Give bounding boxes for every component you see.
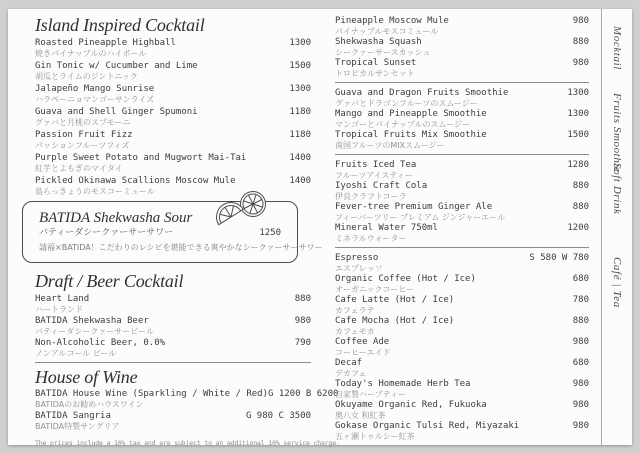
menu-item-price: 980 [572, 337, 589, 347]
menu-item-price: S 580 W 780 [529, 253, 589, 263]
menu-item-price: 780 [572, 295, 589, 305]
menu-item-name-jp: パイナップルモスコミュール [335, 27, 439, 36]
menu-item-name-jp: マンゴーとパイナップルのスムージー [335, 120, 470, 129]
menu-item-price: 680 [572, 358, 589, 368]
citrus-slices-illustration [211, 185, 273, 235]
section-heading-house-of-wine: House of Wine [35, 367, 138, 387]
menu-item [335, 379, 589, 400]
menu-item-name-jp: カフェモカ [335, 327, 375, 336]
menu-item [35, 338, 311, 360]
menu-item-text [335, 88, 508, 109]
menu-item-text [35, 38, 176, 59]
menu-item [35, 316, 311, 338]
menu-item-name-jp: 南国フルーツのMIXスムージー [335, 141, 445, 150]
menu-item-text [335, 274, 476, 295]
menu-item [335, 295, 589, 316]
section-heading-island-inspired-cocktail: Island Inspired Cocktail [35, 15, 205, 35]
menu-item-name-jp: 焼きパイナップルのハイボール [35, 49, 147, 58]
menu-item-text [335, 37, 430, 58]
menu-item-text [335, 58, 416, 79]
menu-item-name-jp: バティーダシークァーサービール [35, 327, 154, 336]
menu-item-name-jp: グァバとドラゴンフルーツのスムージー [335, 99, 478, 108]
section-divider [35, 362, 311, 363]
menu-item-price: 980 [572, 421, 589, 431]
menu-item-price: 1400 [289, 153, 311, 163]
menu-item-text [335, 181, 427, 202]
menu-item [335, 16, 589, 37]
menu-item-name-en: Iyoshi Craft Cola [335, 181, 428, 191]
menu-item-name-en: Heart Land [35, 294, 90, 304]
menu-item-text [335, 253, 383, 274]
menu-item-price: 980 [572, 16, 589, 26]
menu-item-text [335, 109, 487, 130]
menu-item [335, 400, 589, 421]
menu-item-text [335, 130, 487, 151]
menu-item-price: 790 [294, 338, 311, 348]
menu-item-name-jp: ノンアルコール ビール [35, 349, 117, 358]
right-column [335, 16, 589, 442]
menu-item-text [335, 337, 391, 358]
menu-item-name-jp: 紅芋とよもぎのマイタイ [35, 164, 123, 173]
menu-item-name-en: Jalapeño Mango Sunrise [35, 84, 155, 94]
menu-item [35, 389, 339, 411]
menu-item-name-jp: パッションフルーツフィズ [35, 141, 130, 150]
menu-item-name-en: Guava and Dragon Fruits Smoothie [335, 88, 509, 98]
menu-item-name-jp: 五ヶ瀬トゥルシー紅茶 [335, 432, 415, 441]
menu-item [35, 411, 311, 433]
menu-item-text [35, 316, 154, 337]
category-label-strip [608, 9, 634, 445]
menu-item-name-en: Gokase Organic Tulsi Red, Miyazaki [335, 421, 520, 431]
menu-item-name-jp: コーヒーエイド [335, 348, 391, 357]
section-divider [335, 247, 589, 248]
menu-item-name-jp: フルーツアイスティー [335, 171, 413, 180]
menu-item-name-jp: オーガニックコーヒー [335, 285, 415, 294]
menu-item-name-jp: デカフェ [335, 369, 367, 378]
menu-item [335, 337, 589, 358]
menu-item [335, 37, 589, 58]
menu-item-text [335, 400, 487, 421]
menu-item [35, 61, 311, 84]
menu-item [335, 358, 589, 379]
menu-item-name-en: Mineral Water 750ml [335, 223, 438, 233]
menu-item-text [35, 107, 198, 128]
section-divider [335, 82, 589, 83]
menu-item-price: 1280 [567, 160, 589, 170]
menu-item-name-en: Gin Tonic w/ Cucumber and Lime [35, 61, 198, 71]
menu-page [8, 9, 632, 445]
menu-item-price: 880 [572, 37, 589, 47]
menu-item-name-en: Tropical Sunset [335, 58, 417, 68]
menu-item-name-en: Tropical Fruits Mix Smoothie [335, 130, 487, 140]
margin-divider-line [601, 9, 602, 445]
menu-item [335, 181, 589, 202]
menu-item-text [35, 176, 235, 197]
menu-item-text [335, 295, 454, 316]
menu-item-name-jp: BATIDA特製サングリア [35, 422, 120, 431]
menu-item-name-jp: 胡瓜とライムのジントニック [35, 72, 138, 81]
menu-item-name-jp: ハートランド [35, 305, 83, 314]
left-column [35, 15, 340, 447]
menu-item-name-en: BATIDA House Wine (Sparkling / White / Red) [35, 389, 268, 399]
menu-item-price: G 980 C 3500 [245, 411, 311, 421]
menu-item-name-en: Decaf [335, 358, 363, 368]
menu-item-name-jp: 伊良クラフトコーラ [335, 192, 407, 201]
menu-item-price: 1300 [289, 38, 311, 48]
menu-item-price: 680 [572, 274, 589, 284]
menu-item-price: 980 [572, 58, 589, 68]
menu-item-price: 1400 [289, 176, 311, 186]
menu-item-name-en: Shekwasha Squash [335, 37, 422, 47]
menu-item [335, 274, 589, 295]
menu-item-name-en: Guava and Shell Ginger Spumoni [35, 107, 198, 117]
menu-item-price: 880 [572, 316, 589, 326]
menu-item-name-jp: トロピカルサンセット [335, 69, 415, 78]
menu-item-name-jp: 奥八女 和紅茶 [335, 411, 386, 420]
menu-item-name-jp: エスプレッソ [335, 264, 383, 273]
menu-item-name-en: Pineapple Moscow Mule [335, 16, 449, 26]
wine-items [35, 389, 339, 433]
menu-item-text [335, 358, 366, 379]
section-divider [335, 154, 589, 155]
menu-item-name-en: Pickled Okinawa Scallions Moscow Mule [35, 176, 236, 186]
featured-item-name-jp: バティーダシークァーサーサワー [39, 228, 174, 238]
section-heading-draft-beer-cocktail: Draft / Beer Cocktail [35, 271, 184, 291]
menu-item-text [335, 421, 519, 442]
menu-item [335, 88, 589, 109]
category-label-cafe-tea: Café | Tea [611, 257, 623, 308]
menu-item-price: 1500 [567, 130, 589, 140]
menu-item-text [35, 338, 165, 359]
menu-item-name-en: BATIDA Sangria [35, 411, 111, 421]
category-label-fruits-smoothie: Fruits Smoothie [611, 93, 623, 173]
menu-item-name-en: Today's Homemade Herb Tea [335, 379, 471, 389]
featured-item-description: 請福×BATIDA！こだわりのレシピを堪能できる爽やかなシークァーサーサワー [39, 243, 323, 252]
featured-item-title: BATIDA Shekwasha Sour [39, 210, 193, 226]
menu-item-price: G 1200 B 6200 [268, 389, 339, 399]
menu-item-text [35, 389, 268, 410]
menu-item [335, 202, 589, 223]
menu-item-price: 1300 [567, 109, 589, 119]
category-label-mocktail: Mocktail [611, 26, 623, 70]
fruits-smoothie-items [335, 88, 589, 151]
menu-item-price: 1300 [567, 88, 589, 98]
menu-item-price: 980 [572, 379, 589, 389]
menu-item [35, 84, 311, 107]
menu-item-name-jp: 島らっきょうのモスコーミュール [35, 187, 155, 196]
mocktail-items [335, 16, 589, 79]
menu-item-name-en: Passion Fruit Fizz [35, 130, 133, 140]
menu-item-name-jp: BATIDAのお勧めハウスワイン [35, 400, 144, 409]
menu-item-price: 1200 [567, 223, 589, 233]
menu-item-name-en: Organic Coffee (Hot / Ice) [335, 274, 476, 284]
menu-item-price: 880 [294, 294, 311, 304]
menu-item [35, 38, 311, 61]
beer-cocktail-items [35, 294, 311, 360]
menu-item-text [35, 61, 198, 82]
menu-item-name-en: Okuyame Organic Red, Fukuoka [335, 400, 487, 410]
menu-item-text [335, 316, 454, 337]
menu-item-name-en: Cafe Mocha (Hot / Ice) [335, 316, 455, 326]
menu-item-text [35, 411, 120, 432]
menu-item [335, 109, 589, 130]
featured-item-price: 1250 [259, 228, 281, 238]
island-cocktail-items [35, 38, 311, 199]
menu-item [35, 153, 311, 176]
menu-item-text [335, 202, 505, 223]
tax-service-charge-note: The prices include a 10% tax and are subject to an additional 10% service charge. [35, 439, 340, 447]
menu-item-name-en: Roasted Pineapple Highball [35, 38, 176, 48]
menu-item [335, 223, 589, 244]
menu-item-name-en: Purple Sweet Potato and Mugwort Mai-Tai [35, 153, 247, 163]
menu-item [35, 294, 311, 316]
featured-item-box [22, 201, 323, 263]
cafe-tea-items [335, 253, 589, 442]
menu-item-name-jp: ハラペーニョマンゴーサンライズ [35, 95, 155, 104]
menu-item [335, 253, 589, 274]
menu-item-name-jp: ミネラルウォーター [335, 234, 407, 243]
menu-item-text [35, 84, 154, 105]
menu-item-name-en: Fruits Iced Tea [335, 160, 417, 170]
menu-item-name-jp: カフェラテ [335, 306, 375, 315]
menu-item-name-en: Fever-tree Premium Ginger Ale [335, 202, 493, 212]
menu-item-price: 880 [572, 202, 589, 212]
menu-item-name-jp: フィーバーツリー プレミアム ジンジャーエール [335, 213, 506, 222]
menu-item-text [335, 223, 438, 244]
menu-item [335, 316, 589, 337]
menu-item-price: 1500 [289, 61, 311, 71]
menu-item-price: 880 [572, 181, 589, 191]
menu-item-price: 980 [572, 400, 589, 410]
menu-item-text [35, 130, 133, 151]
menu-item-name-en: Coffee Ade [335, 337, 390, 347]
menu-item-text [335, 379, 470, 400]
menu-item [335, 58, 589, 79]
menu-item-text [335, 160, 416, 181]
menu-item-text [35, 153, 246, 174]
menu-item-price: 1180 [289, 130, 311, 140]
menu-item-name-jp: シークァーサースカッシュ [335, 48, 431, 57]
menu-item-price: 1300 [289, 84, 311, 94]
menu-item-name-en: Non-Alcoholic Beer, 0.0% [35, 338, 166, 348]
menu-item-name-jp: グァバと月桃のスプモーニ [35, 118, 131, 127]
menu-item [35, 107, 311, 130]
menu-item-price: 1180 [289, 107, 311, 117]
category-label-soft-drink: Soft Drink [611, 163, 623, 215]
menu-item [335, 130, 589, 151]
menu-item-name-jp: 自家製ハーブティー [335, 390, 406, 399]
menu-item [335, 421, 589, 442]
menu-item-text [35, 294, 89, 315]
menu-item-name-en: Mango and Pineapple Smoothie [335, 109, 487, 119]
menu-item-text [335, 16, 449, 37]
menu-item-name-en: BATIDA Shekwasha Beer [35, 316, 149, 326]
soft-drink-items [335, 160, 589, 244]
menu-item-price: 980 [294, 316, 311, 326]
menu-item-name-en: Cafe Latte (Hot / Ice) [335, 295, 455, 305]
menu-item [335, 160, 589, 181]
menu-item-name-en: Espresso [335, 253, 379, 263]
menu-item [35, 130, 311, 153]
